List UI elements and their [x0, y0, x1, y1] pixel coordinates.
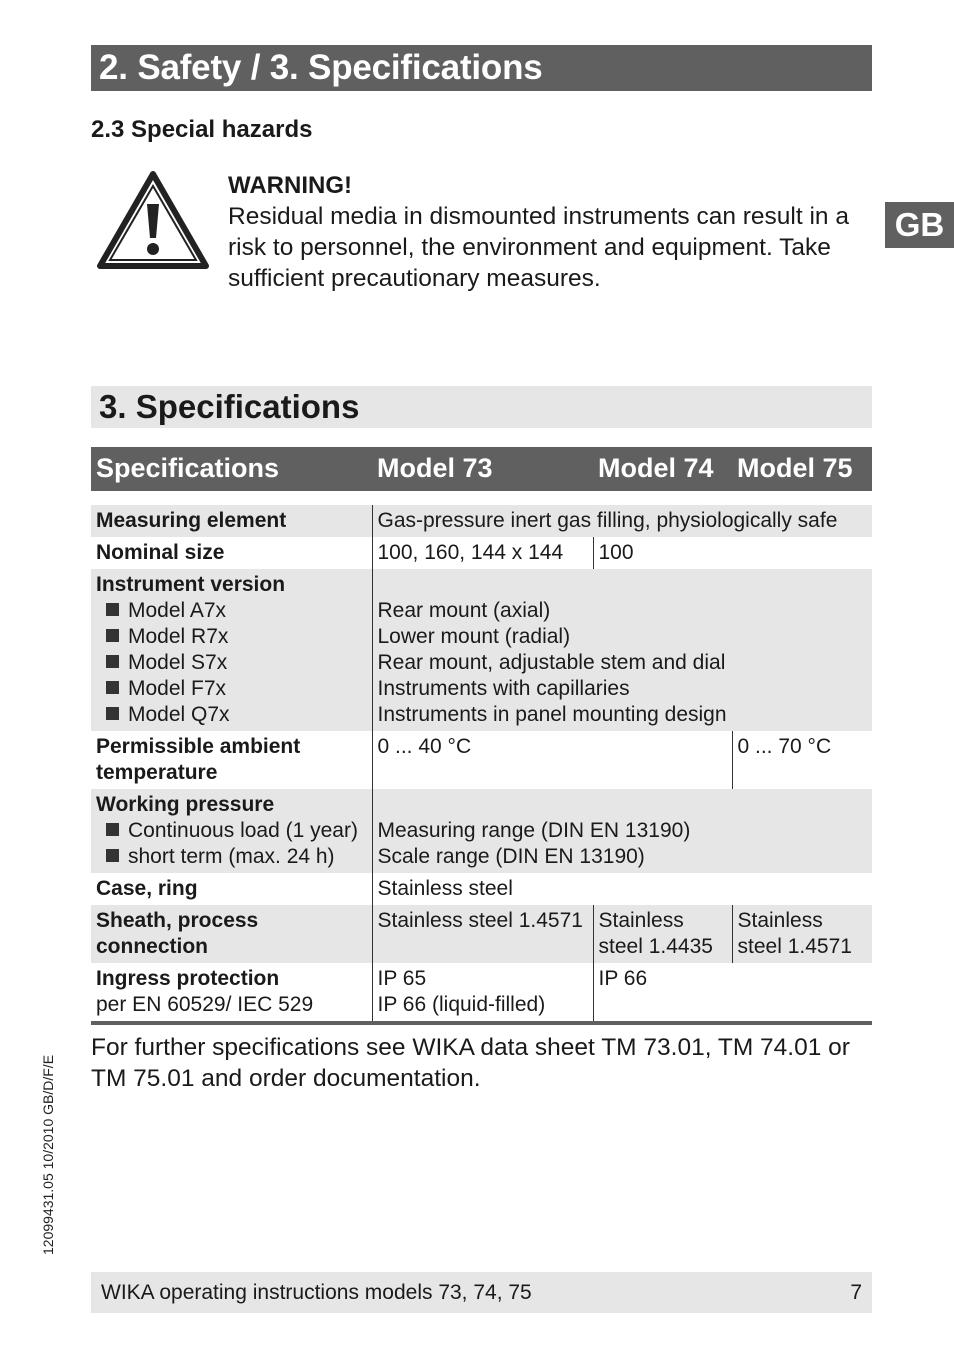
ambient-temperature-label: Permissible ambient temperature	[96, 735, 301, 784]
chapter-title-bar: 2. Safety / 3. Specifications	[91, 45, 872, 91]
table-row	[91, 905, 872, 963]
footer-text: WIKA operating instructions models 73, 74, 75	[101, 1281, 532, 1304]
nominal-size-value-73: 100, 160, 144 x 144	[372, 537, 593, 569]
table-row	[91, 963, 872, 1023]
warning-triangle-icon	[96, 170, 210, 270]
header-model-75: Model 75	[732, 447, 872, 490]
language-tab-gb: GB	[885, 202, 954, 248]
sheath-value-75: Stainless steel 1.4571	[732, 905, 872, 963]
table-row	[91, 569, 872, 731]
table-row	[91, 873, 872, 905]
page-footer	[91, 1272, 872, 1313]
working-pressure-values: Measuring range (DIN EN 13190) Scale range (DIN EN 13190)	[372, 789, 872, 873]
further-specifications-text: For further specifications see WIKA data sheet TM 73.01, TM 74.01 or TM 75.01 and order documentation.	[91, 1034, 850, 1092]
nominal-size-label: Nominal size	[96, 541, 225, 564]
warning-title: WARNING!	[228, 172, 352, 199]
ingress-value-73: IP 65 IP 66 (liquid-filled)	[372, 963, 593, 1023]
sheath-value-73: Stainless steel 1.4571	[372, 905, 593, 963]
sheath-label: Sheath, process connection	[91, 905, 372, 963]
list-item: Model F7x	[96, 676, 368, 702]
table-row	[91, 789, 872, 873]
instrument-version-title: Instrument version	[96, 573, 286, 596]
list-item: Model A7x	[96, 598, 368, 624]
header-model-74: Model 74	[593, 447, 732, 490]
instrument-version-label	[91, 569, 372, 731]
list-item: Model R7x	[96, 624, 368, 650]
special-hazards-heading: 2.3 Special hazards	[91, 116, 313, 143]
table-row	[91, 537, 872, 569]
sheath-value-74: Stainless steel 1.4435	[593, 905, 732, 963]
nominal-size-value-74-75: 100	[593, 537, 872, 569]
ambient-temperature-value-73-74: 0 ... 40 °C	[372, 731, 732, 789]
warning-text: Residual media in dismounted instruments can result in a risk to personnel, the environment and equipment. Take sufficient precautionary measures.	[228, 203, 849, 292]
case-ring-label: Case, ring	[96, 877, 198, 900]
instrument-version-values: Rear mount (axial) Lower mount (radial) Rear mount, adjustable stem and dial Instruments with capillaries Instruments in panel mounting design	[372, 569, 872, 731]
list-item: Model S7x	[96, 650, 368, 676]
document-code: 12099431.05 10/2010 GB/D/F/E	[40, 1054, 56, 1255]
ingress-label: Ingress protection per EN 60529/ IEC 529	[91, 963, 372, 1023]
specifications-section-title: 3. Specifications	[91, 386, 872, 428]
table-row	[91, 731, 872, 789]
case-ring-value: Stainless steel	[372, 873, 872, 905]
measuring-element-value: Gas-pressure inert gas filling, physiologically safe	[372, 505, 872, 537]
list-item: Model Q7x	[96, 702, 368, 728]
list-item: Continuous load (1 year)	[96, 818, 368, 844]
measuring-element-label: Measuring element	[91, 505, 372, 537]
table-header-row	[91, 447, 872, 490]
working-pressure-label: Working pressure Continuous load (1 year) short term (max. 24 h)	[91, 789, 372, 873]
specifications-table	[91, 447, 872, 1025]
page-number: 7	[850, 1281, 862, 1304]
ambient-temperature-value-75: 0 ... 70 °C	[732, 731, 872, 789]
header-model-73: Model 73	[372, 447, 593, 490]
header-specifications: Specifications	[91, 447, 372, 490]
ingress-value-74-75: IP 66	[593, 963, 872, 1023]
table-row	[91, 505, 872, 537]
list-item: short term (max. 24 h)	[96, 844, 368, 870]
